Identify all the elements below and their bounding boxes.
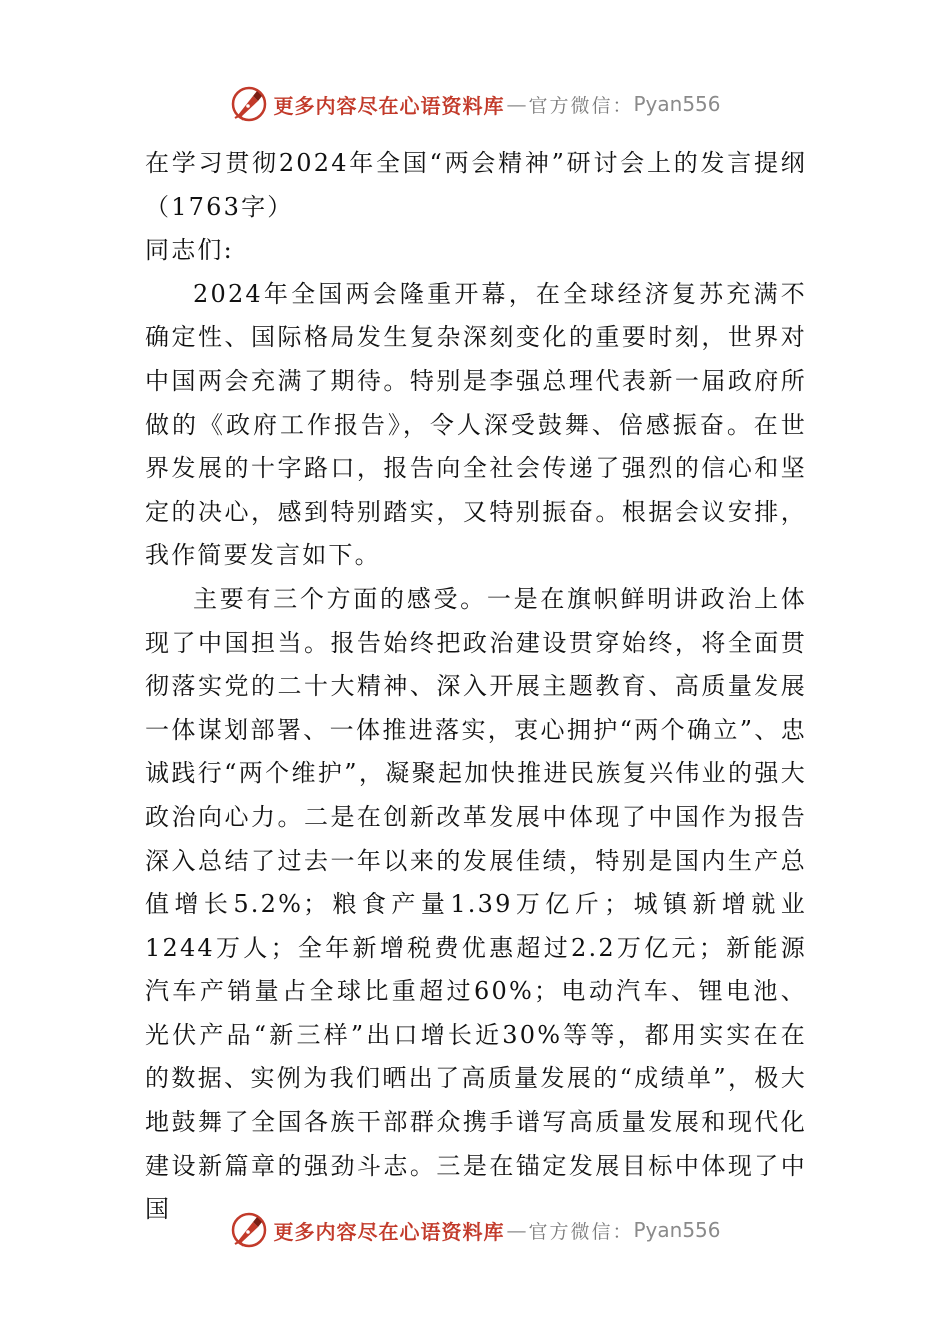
document-salutation: 同志们:: [145, 236, 234, 265]
watermark-wechat-id: Pyan556: [633, 1218, 721, 1242]
document-title: 在学习贯彻2024年全国“两会精神”研讨会上的发言提纲（1763字）: [145, 149, 807, 221]
watermark-brand: 更多内容尽在心语资料库: [273, 1219, 505, 1244]
watermark-brand: 更多内容尽在心语资料库: [273, 93, 505, 118]
document-body: [145, 142, 807, 1232]
watermark-footer: [0, 1208, 950, 1252]
watermark-dash: —: [506, 1218, 527, 1242]
watermark-official-label: 官方微信：: [528, 94, 634, 117]
paragraph-1: 2024年全国两会隆重开幕，在全球经济复苏充满不确定性、国际格局发生复杂深刻变化的重要时刻，世界对中国两会充满了期待。特别是李强总理代表新一届政府所做的《政府工作报告》，令人深受鼓舞、倍感振奋。在世界发展的十字路口，报告向全社会传递了强烈的信心和坚定的决心，感到特别踏实，又特别振奋。根据会议安排，我作简要发言如下。: [145, 279, 807, 570]
watermark-dash: —: [506, 92, 527, 116]
watermark-official-label: 官方微信：: [528, 1220, 634, 1243]
pen-nib-logo-icon: [229, 84, 269, 124]
watermark-wechat-id: Pyan556: [633, 92, 721, 116]
watermark-header: [0, 82, 950, 126]
paragraph-2: 主要有三个方面的感受。一是在旗帜鲜明讲政治上体现了中国担当。报告始终把政治建设贯穿始终，将全面贯彻落实党的二十大精神、深入开展主题教育、高质量发展一体谋划部署、一体推进落实，衷心拥护“两个确立”、忠诚践行“两个维护”，凝聚起加快推进民族复兴伟业的强大政治向心力。二是在创新改革发展中体现了中国作为报告深入总结了过去一年以来的发展佳绩，特别是国内生产总值增长5.2%；粮食产量1.39万亿斤；城镇新增就业1244万人；全年新增税费优惠超过2.2万亿元；新能源汽车产销量占全球比重超过60%；电动汽车、锂电池、光伏产品“新三样”出口增长近30%等等，都用实实在在的数据、实例为我们晒出了高质量发展的“成绩单”，极大地鼓舞了全国各族干部群众携手谱写高质量发展和现代化建设新篇章的强劲斗志。三是在锚定发展目标中体现了中国: [145, 584, 807, 1224]
pen-nib-logo-icon: [229, 1210, 269, 1250]
